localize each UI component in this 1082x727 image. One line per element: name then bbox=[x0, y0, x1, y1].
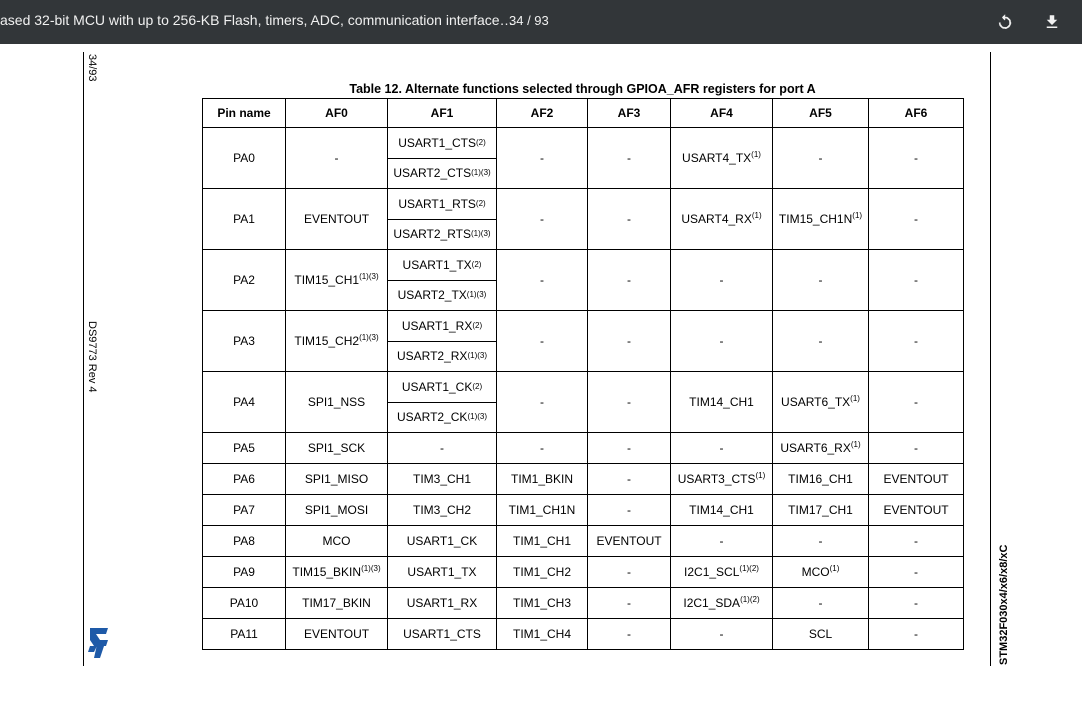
cell-text: USART1_CTS bbox=[403, 627, 481, 641]
af4-cell bbox=[671, 557, 773, 588]
table-row bbox=[203, 433, 964, 464]
cell-text: - bbox=[914, 627, 918, 641]
pin-name-cell: PA4 bbox=[203, 372, 286, 433]
af2-cell bbox=[497, 311, 588, 372]
table-row bbox=[203, 128, 964, 189]
footnote-ref: (1)(3) bbox=[361, 564, 381, 573]
af1-subcell: USART1_CTS (2) bbox=[398, 135, 486, 150]
af0-cell bbox=[286, 128, 388, 189]
af3-cell bbox=[588, 557, 671, 588]
af1-cell bbox=[388, 526, 497, 557]
af1-subcell: USART2_TX (1)(3) bbox=[388, 280, 496, 311]
af0-cell bbox=[286, 372, 388, 433]
af2-cell bbox=[497, 526, 588, 557]
cell-text: USART1_RX bbox=[401, 318, 473, 333]
pin-name-cell: PA7 bbox=[203, 495, 286, 526]
cell-text: - bbox=[818, 334, 823, 348]
cell-text: TIM3_CH1 bbox=[412, 472, 471, 486]
af0-cell bbox=[286, 464, 388, 495]
cell-text: - bbox=[540, 395, 544, 409]
column-header: AF3 bbox=[588, 99, 671, 128]
cell-text: TIM15_CH2 bbox=[294, 334, 360, 348]
cell-text: - bbox=[627, 273, 631, 287]
pin-name-cell: PA11 bbox=[203, 619, 286, 650]
af1-cell bbox=[388, 557, 497, 588]
af4-cell bbox=[671, 128, 773, 189]
af5-cell bbox=[773, 464, 869, 495]
af2-cell bbox=[497, 189, 588, 250]
cell-text: - bbox=[914, 565, 918, 579]
footnote-ref: (1) bbox=[755, 471, 766, 480]
af5-cell bbox=[773, 311, 869, 372]
af0-cell bbox=[286, 526, 388, 557]
table-row bbox=[203, 495, 964, 526]
af5-cell bbox=[773, 619, 869, 650]
af2-cell bbox=[497, 372, 588, 433]
column-header: AF4 bbox=[671, 99, 773, 128]
af5-cell bbox=[773, 526, 869, 557]
af0-cell bbox=[286, 250, 388, 311]
footnote-ref: (1) bbox=[751, 150, 761, 159]
af0-cell bbox=[286, 433, 388, 464]
af4-cell bbox=[671, 433, 773, 464]
af5-cell bbox=[773, 495, 869, 526]
cell-text: USART2_TX bbox=[397, 288, 467, 303]
table-row bbox=[203, 250, 964, 311]
cell-text: TIM1_CH3 bbox=[512, 596, 571, 610]
table-row bbox=[203, 311, 964, 372]
cell-text: I2C1_SDA bbox=[683, 596, 741, 610]
af3-cell bbox=[588, 495, 671, 526]
cell-text: EVENTOUT bbox=[303, 627, 370, 641]
cell-text: SPI1_SCK bbox=[307, 441, 366, 455]
af0-cell bbox=[286, 495, 388, 526]
af1-subcell: USART2_RTS (1)(3) bbox=[388, 219, 496, 250]
af4-cell bbox=[671, 189, 773, 250]
af6-cell bbox=[869, 433, 964, 464]
cell-text: - bbox=[627, 627, 631, 641]
page-indicator: 34 / 93 bbox=[509, 13, 549, 28]
cell-text: - bbox=[627, 472, 631, 486]
cell-text: - bbox=[914, 151, 918, 165]
af5-cell bbox=[773, 557, 869, 588]
af5-cell bbox=[773, 433, 869, 464]
cell-text: USART1_CTS bbox=[398, 135, 477, 150]
af3-cell bbox=[588, 588, 671, 619]
cell-text: USART1_CK bbox=[406, 534, 478, 548]
cell-text: TIM1_CH1 bbox=[512, 534, 571, 548]
cell-text: - bbox=[914, 441, 918, 455]
cell-text: TIM14_CH1 bbox=[689, 503, 754, 517]
cell-text: USART1_RX bbox=[406, 596, 478, 610]
af1-cell bbox=[388, 464, 497, 495]
cell-text: - bbox=[627, 596, 631, 610]
af1-cell bbox=[388, 619, 497, 650]
cell-text: TIM15_BKIN bbox=[292, 565, 362, 579]
footnote-ref: (1)(2) bbox=[739, 564, 759, 573]
table-body bbox=[203, 128, 964, 650]
af0-cell bbox=[286, 189, 388, 250]
part-number: STM32F030x4/x6/x8/xC bbox=[998, 544, 1010, 665]
af2-cell bbox=[497, 464, 588, 495]
af1-cell bbox=[388, 588, 497, 619]
af1-subcell: USART2_RX (1)(3) bbox=[388, 341, 496, 372]
cell-text: - bbox=[914, 534, 918, 548]
af1-cell bbox=[388, 189, 497, 250]
af0-cell bbox=[286, 311, 388, 372]
download-icon bbox=[1043, 13, 1061, 31]
af6-cell bbox=[869, 464, 964, 495]
af4-cell bbox=[671, 464, 773, 495]
footnote-ref: (1) bbox=[850, 394, 860, 403]
pin-name-cell: PA1 bbox=[203, 189, 286, 250]
cell-text: USART4_TX bbox=[682, 151, 752, 165]
af3-cell bbox=[588, 311, 671, 372]
cell-text: - bbox=[914, 596, 918, 610]
af6-cell bbox=[869, 128, 964, 189]
doc-revision: DS9773 Rev 4 bbox=[86, 321, 98, 393]
cell-text: EVENTOUT bbox=[883, 472, 949, 486]
af2-cell bbox=[497, 495, 588, 526]
st-logo bbox=[86, 626, 110, 669]
af3-cell bbox=[588, 372, 671, 433]
pin-name-cell: PA2 bbox=[203, 250, 286, 311]
cell-text: - bbox=[627, 334, 631, 348]
af0-cell bbox=[286, 588, 388, 619]
cell-text: SCL bbox=[808, 627, 833, 641]
pin-name-cell: PA9 bbox=[203, 557, 286, 588]
af3-cell bbox=[588, 433, 671, 464]
af1-cell bbox=[388, 433, 497, 464]
af6-cell bbox=[869, 495, 964, 526]
cell-text: TIM1_CH2 bbox=[512, 565, 571, 579]
af4-cell bbox=[671, 495, 773, 526]
cell-text: MCO bbox=[801, 565, 830, 579]
pin-name-cell: PA3 bbox=[203, 311, 286, 372]
cell-text: - bbox=[540, 441, 544, 455]
af0-cell bbox=[286, 557, 388, 588]
cell-text: TIM16_CH1 bbox=[788, 472, 853, 486]
af1-cell bbox=[388, 372, 497, 433]
cell-text: - bbox=[334, 151, 339, 165]
af6-cell bbox=[869, 250, 964, 311]
table-caption: Table 12. Alternate functions selected through GPIOA_AFR registers for port A bbox=[349, 82, 816, 96]
af6-cell bbox=[869, 557, 964, 588]
cell-text: TIM17_CH1 bbox=[788, 503, 853, 517]
table-row bbox=[203, 619, 964, 650]
af1-cell bbox=[388, 128, 497, 189]
footnote-ref: (1) bbox=[850, 440, 861, 449]
cell-text: MCO bbox=[322, 534, 351, 548]
af5-cell bbox=[773, 588, 869, 619]
cell-text: TIM14_CH1 bbox=[689, 395, 754, 409]
af3-cell bbox=[588, 250, 671, 311]
right-margin-line bbox=[990, 52, 991, 666]
table-row bbox=[203, 557, 964, 588]
table-row bbox=[203, 526, 964, 557]
table-header-row bbox=[203, 99, 964, 128]
af1-cell bbox=[388, 495, 497, 526]
table-row bbox=[203, 464, 964, 495]
cell-text: USART1_TX bbox=[402, 257, 472, 272]
footnote-ref: (1)(3) bbox=[359, 272, 379, 281]
af5-cell bbox=[773, 372, 869, 433]
left-margin-line bbox=[83, 52, 84, 666]
footnote-ref: (1)(2) bbox=[740, 595, 760, 604]
af1-subcell: USART2_CTS (1)(3) bbox=[388, 158, 496, 189]
af5-cell bbox=[773, 189, 869, 250]
cell-text: - bbox=[627, 395, 631, 409]
cell-text: TIM15_CH1N bbox=[778, 212, 853, 226]
pin-name-cell: PA6 bbox=[203, 464, 286, 495]
af4-cell bbox=[671, 619, 773, 650]
cell-text: USART3_CTS bbox=[677, 472, 756, 486]
cell-text: TIM15_CH1 bbox=[294, 273, 360, 287]
column-header: Pin name bbox=[203, 99, 286, 128]
cell-text: USART2_CK bbox=[396, 410, 468, 425]
cell-text: SPI1_MOSI bbox=[304, 503, 369, 517]
cell-text: - bbox=[914, 334, 918, 348]
cell-text: USART6_TX bbox=[781, 395, 851, 409]
af4-cell bbox=[671, 311, 773, 372]
cell-text: SPI1_MISO bbox=[304, 472, 369, 486]
af0-cell bbox=[286, 619, 388, 650]
cell-text: TIM1_CH1N bbox=[508, 503, 576, 517]
af3-cell bbox=[588, 128, 671, 189]
cell-text: USART1_CK bbox=[401, 379, 473, 394]
column-header: AF6 bbox=[869, 99, 964, 128]
af4-cell bbox=[671, 588, 773, 619]
rotate-icon bbox=[996, 13, 1014, 31]
cell-text: - bbox=[440, 441, 444, 455]
af2-cell bbox=[497, 588, 588, 619]
cell-text: - bbox=[627, 212, 631, 226]
af6-cell bbox=[869, 372, 964, 433]
cell-text: - bbox=[818, 151, 823, 165]
af5-cell bbox=[773, 250, 869, 311]
footnote-ref: (1) bbox=[829, 564, 840, 573]
cell-text: USART4_RX bbox=[681, 212, 752, 226]
cell-text: - bbox=[719, 441, 724, 455]
cell-text: EVENTOUT bbox=[883, 503, 949, 517]
cell-text: EVENTOUT bbox=[303, 212, 370, 226]
cell-text: USART1_TX bbox=[407, 565, 477, 579]
af4-cell bbox=[671, 372, 773, 433]
af4-cell bbox=[671, 526, 773, 557]
af2-cell bbox=[497, 128, 588, 189]
cell-text: TIM17_BKIN bbox=[302, 596, 371, 610]
cell-text: I2C1_SCL bbox=[684, 565, 740, 579]
af6-cell bbox=[869, 311, 964, 372]
cell-text: - bbox=[627, 441, 631, 455]
page-number: 34/93 bbox=[86, 54, 98, 82]
cell-text: USART1_RTS bbox=[398, 196, 476, 211]
cell-text: - bbox=[914, 212, 918, 226]
af6-cell bbox=[869, 189, 964, 250]
cell-text: - bbox=[719, 273, 724, 287]
cell-text: - bbox=[719, 534, 724, 548]
af1-subcell: USART1_CK (2) bbox=[401, 379, 483, 394]
pin-name-cell: PA0 bbox=[203, 128, 286, 189]
cell-text: TIM1_BKIN bbox=[510, 472, 573, 486]
pin-name-cell: PA8 bbox=[203, 526, 286, 557]
af1-subcell: USART2_CK (1)(3) bbox=[388, 402, 496, 433]
af4-cell bbox=[671, 250, 773, 311]
pin-name-cell: PA10 bbox=[203, 588, 286, 619]
pin-name-cell: PA5 bbox=[203, 433, 286, 464]
cell-text: - bbox=[719, 627, 724, 641]
cell-text: USART2_RX bbox=[396, 349, 468, 364]
column-header: AF2 bbox=[497, 99, 588, 128]
cell-text: USART2_CTS bbox=[393, 166, 472, 181]
cell-text: - bbox=[540, 151, 544, 165]
footnote-ref: (1)(3) bbox=[359, 333, 379, 342]
af1-subcell: USART1_TX (2) bbox=[402, 257, 482, 272]
table-row bbox=[203, 372, 964, 433]
af1-subcell: USART1_RTS (2) bbox=[398, 196, 486, 211]
column-header: AF1 bbox=[388, 99, 497, 128]
cell-text: - bbox=[914, 273, 918, 287]
af6-cell bbox=[869, 526, 964, 557]
af3-cell bbox=[588, 464, 671, 495]
cell-text: - bbox=[719, 334, 724, 348]
cell-text: - bbox=[818, 596, 823, 610]
cell-text: - bbox=[627, 565, 631, 579]
af2-cell bbox=[497, 557, 588, 588]
af1-cell bbox=[388, 250, 497, 311]
cell-text: USART6_RX bbox=[780, 441, 851, 455]
cell-text: - bbox=[540, 212, 544, 226]
af3-cell bbox=[588, 619, 671, 650]
rotate-button[interactable] bbox=[991, 8, 1019, 36]
af1-subcell: USART1_RX (2) bbox=[401, 318, 483, 333]
af3-cell bbox=[588, 526, 671, 557]
pdf-toolbar bbox=[0, 0, 1082, 44]
af5-cell bbox=[773, 128, 869, 189]
download-button[interactable] bbox=[1038, 8, 1066, 36]
cell-text: - bbox=[540, 334, 544, 348]
cell-text: EVENTOUT bbox=[596, 534, 662, 548]
cell-text: TIM3_CH2 bbox=[412, 503, 471, 517]
af2-cell bbox=[497, 619, 588, 650]
af1-cell bbox=[388, 311, 497, 372]
column-header: AF0 bbox=[286, 99, 388, 128]
cell-text: - bbox=[627, 151, 631, 165]
document-title: ased 32-bit MCU with up to 256-KB Flash, timers, ADC, communication interface… bbox=[0, 12, 514, 28]
af6-cell bbox=[869, 619, 964, 650]
cell-text: USART2_RTS bbox=[393, 227, 472, 242]
af3-cell bbox=[588, 189, 671, 250]
cell-text: - bbox=[627, 503, 631, 517]
af2-cell bbox=[497, 250, 588, 311]
alternate-function-table bbox=[202, 98, 964, 650]
table-row bbox=[203, 189, 964, 250]
footnote-ref: (1) bbox=[852, 211, 863, 220]
af6-cell bbox=[869, 588, 964, 619]
column-header: AF5 bbox=[773, 99, 869, 128]
footnote-ref: (1) bbox=[751, 211, 762, 220]
cell-text: - bbox=[914, 395, 918, 409]
cell-text: - bbox=[818, 534, 823, 548]
cell-text: - bbox=[818, 273, 823, 287]
cell-text: TIM1_CH4 bbox=[512, 627, 571, 641]
cell-text: - bbox=[540, 273, 544, 287]
af2-cell bbox=[497, 433, 588, 464]
table-row bbox=[203, 588, 964, 619]
cell-text: SPI1_NSS bbox=[307, 395, 366, 409]
